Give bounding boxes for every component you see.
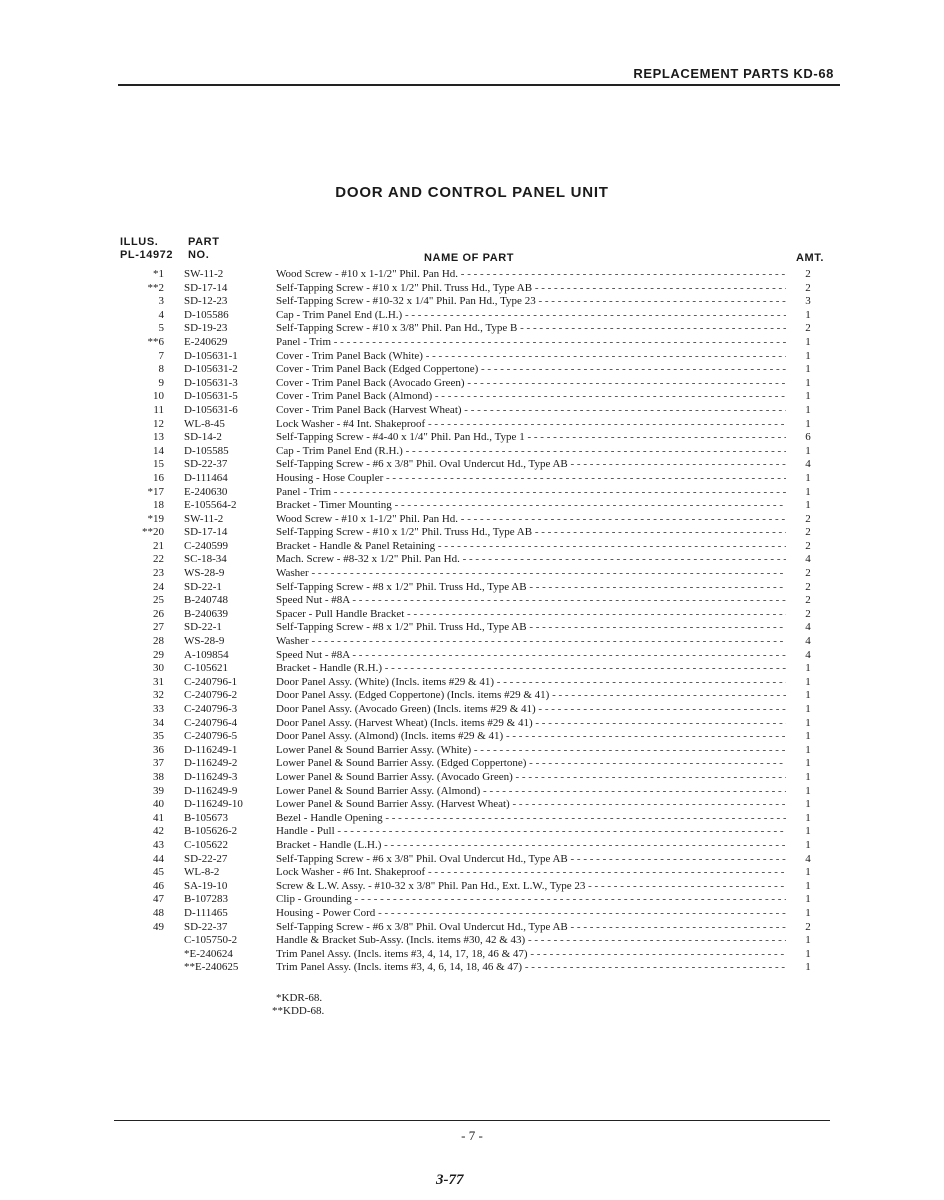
part-name: Cover - Trim Panel Back (Harvest Wheat) - - - bbox=[276, 404, 786, 418]
amount: 1 bbox=[805, 743, 811, 756]
part-name: Trim Panel Assy. (Incls. items #3, 4, 6, 14, 18, 46 & 47) - - - bbox=[276, 961, 786, 975]
table-row bbox=[110, 553, 830, 567]
amount: 2 bbox=[805, 594, 811, 607]
part-name: Door Panel Assy. (Edged Coppertone) (Incls. items #29 & 41) - - - bbox=[276, 689, 786, 703]
part-name: Handle - Pull - - - bbox=[276, 825, 786, 839]
illus-number: 34 bbox=[153, 716, 164, 729]
amount: 4 bbox=[805, 852, 811, 865]
illus-number: 24 bbox=[153, 580, 164, 593]
part-number: SC-18-34 bbox=[184, 553, 227, 566]
part-name: Self-Tapping Screw - #6 x 3/8" Phil. Oval Undercut Hd., Type AB - - - bbox=[276, 921, 786, 935]
part-name: Cover - Trim Panel Back (White) - - - bbox=[276, 350, 786, 364]
table-row bbox=[110, 594, 830, 608]
part-name: Bracket - Handle (L.H.) - - - bbox=[276, 839, 786, 853]
footnote-kdd: **KDD-68. bbox=[272, 1005, 325, 1017]
table-row bbox=[110, 907, 830, 921]
illus-number: 23 bbox=[153, 567, 164, 580]
amount: 1 bbox=[805, 961, 811, 974]
illus-number: 22 bbox=[153, 553, 164, 566]
amount: 1 bbox=[805, 906, 811, 919]
amount: 1 bbox=[805, 730, 811, 743]
table-row bbox=[110, 703, 830, 717]
part-number: D-116249-1 bbox=[184, 743, 238, 756]
part-name: Screw & L.W. Assy. - #10-32 x 3/8" Phil. Pan Hd., Ext. L.W., Type 23 - - - bbox=[276, 880, 786, 894]
amount: 1 bbox=[805, 838, 811, 851]
part-number: B-105626-2 bbox=[184, 825, 238, 838]
illus-number: **20 bbox=[142, 526, 164, 539]
part-number: SD-19-23 bbox=[184, 322, 228, 335]
table-row bbox=[110, 621, 830, 635]
amount: 4 bbox=[805, 648, 811, 661]
part-name: Cap - Trim Panel End (L.H.) - - - bbox=[276, 309, 786, 323]
table-row bbox=[110, 336, 830, 350]
part-number: D-116249-2 bbox=[184, 757, 238, 770]
part-name: Housing - Hose Coupler - - - bbox=[276, 472, 786, 486]
part-name: Lower Panel & Sound Barrier Assy. (Avocado Green) - - - bbox=[276, 771, 786, 785]
table-row bbox=[110, 893, 830, 907]
table-row bbox=[110, 445, 830, 459]
part-name: Trim Panel Assy. (Incls. items #3, 4, 14, 17, 18, 46 & 47) - - - bbox=[276, 948, 786, 962]
amount: 2 bbox=[805, 920, 811, 933]
part-name: Bracket - Handle (R.H.) - - - bbox=[276, 662, 786, 676]
part-number: D-116249-9 bbox=[184, 784, 238, 797]
part-number: D-116249-3 bbox=[184, 770, 238, 783]
part-number: SW-11-2 bbox=[184, 268, 224, 280]
table-row bbox=[110, 866, 830, 880]
table-row bbox=[110, 540, 830, 554]
part-number: D-105631-1 bbox=[184, 349, 238, 362]
table-row bbox=[110, 363, 830, 377]
amount: 2 bbox=[805, 512, 811, 525]
footnote-kdr: *KDR-68. bbox=[276, 992, 323, 1004]
illus-number: 36 bbox=[153, 743, 164, 756]
table-row bbox=[110, 839, 830, 853]
part-name: Panel - Trim - - - bbox=[276, 486, 786, 500]
illus-number: 29 bbox=[153, 648, 164, 661]
part-number: D-105631-6 bbox=[184, 403, 238, 416]
table-row bbox=[110, 853, 830, 867]
table-row bbox=[110, 377, 830, 391]
table-row bbox=[110, 961, 830, 975]
part-number: C-240796-1 bbox=[184, 675, 238, 688]
part-name: Washer - - - bbox=[276, 635, 786, 649]
table-row bbox=[110, 757, 830, 771]
part-number: C-240599 bbox=[184, 539, 228, 552]
part-name: Cap - Trim Panel End (R.H.) - - - bbox=[276, 445, 786, 459]
illus-number: *19 bbox=[147, 512, 164, 525]
part-name: Lower Panel & Sound Barrier Assy. (Harvest Wheat) - - - bbox=[276, 798, 786, 812]
part-name: Self-Tapping Screw - #10 x 1/2" Phil. Truss Hd., Type AB - - - bbox=[276, 282, 786, 296]
illus-number: 9 bbox=[158, 376, 164, 389]
illus-number: 15 bbox=[153, 458, 164, 471]
part-number: SD-14-2 bbox=[184, 431, 222, 444]
amount: 1 bbox=[805, 471, 811, 484]
part-name: Door Panel Assy. (Avocado Green) (Incls. items #29 & 41) - - - bbox=[276, 703, 786, 717]
amount: 1 bbox=[805, 784, 811, 797]
amount: 2 bbox=[805, 281, 811, 294]
part-number: WS-28-9 bbox=[184, 567, 225, 580]
part-number: B-107283 bbox=[184, 893, 228, 906]
page-title: DOOR AND CONTROL PANEL UNIT bbox=[335, 184, 609, 201]
part-name: Wood Screw - #10 x 1-1/2" Phil. Pan Hd. - - - bbox=[276, 513, 786, 527]
illus-number: 4 bbox=[158, 308, 164, 321]
part-number: SD-12-23 bbox=[184, 295, 228, 308]
table-row bbox=[110, 948, 830, 962]
header-title: REPLACEMENT PARTS KD-68 bbox=[633, 66, 834, 81]
part-name: Self-Tapping Screw - #6 x 3/8" Phil. Oval Undercut Hd., Type AB - - - bbox=[276, 853, 786, 867]
amount: 1 bbox=[805, 403, 811, 416]
amount: 2 bbox=[805, 268, 811, 280]
illus-number: 13 bbox=[153, 431, 164, 444]
name-column-header: NAME OF PART bbox=[424, 252, 515, 264]
table-row bbox=[110, 268, 830, 282]
illus-number: 38 bbox=[153, 770, 164, 783]
illus-number: 47 bbox=[153, 893, 164, 906]
table-row bbox=[110, 404, 830, 418]
table-row bbox=[110, 431, 830, 445]
illus-number: 41 bbox=[153, 811, 164, 824]
part-number: E-240629 bbox=[184, 335, 228, 348]
amount: 2 bbox=[805, 526, 811, 539]
page-number: - 7 - bbox=[461, 1128, 483, 1143]
table-row bbox=[110, 717, 830, 731]
handwritten-note: 3-77 bbox=[436, 1172, 464, 1188]
amount: 1 bbox=[805, 363, 811, 376]
illus-number: *17 bbox=[147, 485, 164, 498]
table-row bbox=[110, 812, 830, 826]
illus-number: 42 bbox=[153, 825, 164, 838]
part-number: D-105631-3 bbox=[184, 376, 238, 389]
part-name: Self-Tapping Screw - #8 x 1/2" Phil. Truss Hd., Type AB - - - bbox=[276, 621, 786, 635]
part-number: SW-11-2 bbox=[184, 512, 224, 525]
amount: 2 bbox=[805, 580, 811, 593]
part-name: Mach. Screw - #8-32 x 1/2" Phil. Pan Hd. - - - bbox=[276, 553, 786, 567]
amount: 1 bbox=[805, 825, 811, 838]
part-name: Speed Nut - #8A - - - bbox=[276, 594, 786, 608]
amount: 1 bbox=[805, 798, 811, 811]
part-number: C-240796-5 bbox=[184, 730, 238, 743]
amount: 1 bbox=[805, 703, 811, 715]
part-number: SD-22-27 bbox=[184, 852, 228, 865]
amount: 1 bbox=[805, 866, 811, 879]
part-name: Panel - Trim - - - bbox=[276, 336, 786, 350]
table-row bbox=[110, 309, 830, 323]
illus-number: 30 bbox=[153, 662, 164, 675]
part-header-line2: NO. bbox=[188, 249, 210, 261]
amount: 4 bbox=[805, 553, 811, 566]
table-row bbox=[110, 649, 830, 663]
part-number: D-116249-10 bbox=[184, 798, 243, 811]
part-header-line1: PART bbox=[188, 236, 220, 248]
part-name: Lock Washer - #4 Int. Shakeproof - - - bbox=[276, 418, 786, 432]
table-row bbox=[110, 513, 830, 527]
parts-table bbox=[110, 268, 830, 975]
part-number: WS-28-9 bbox=[184, 635, 225, 648]
part-number: C-105621 bbox=[184, 662, 228, 675]
amount: 1 bbox=[805, 308, 811, 321]
table-row bbox=[110, 676, 830, 690]
part-number: SD-17-14 bbox=[184, 281, 228, 294]
table-row bbox=[110, 581, 830, 595]
part-number: SD-17-14 bbox=[184, 526, 228, 539]
part-number: D-105585 bbox=[184, 444, 229, 457]
part-number: D-105586 bbox=[184, 308, 229, 321]
part-name: Door Panel Assy. (Almond) (Incls. items #29 & 41) - - - bbox=[276, 730, 786, 744]
illus-number: **2 bbox=[147, 281, 164, 294]
part-name: Bracket - Handle & Panel Retaining - - - bbox=[276, 540, 786, 554]
table-row bbox=[110, 567, 830, 581]
table-row bbox=[110, 880, 830, 894]
part-number: E-105564-2 bbox=[184, 499, 237, 512]
amount: 1 bbox=[805, 349, 811, 362]
part-name: Door Panel Assy. (White) (Incls. items #29 & 41) - - - bbox=[276, 676, 786, 690]
part-number: B-240748 bbox=[184, 594, 228, 607]
illus-number: 21 bbox=[153, 539, 164, 552]
part-number: D-111465 bbox=[184, 906, 228, 919]
illus-number: 28 bbox=[153, 635, 164, 648]
table-row bbox=[110, 785, 830, 799]
illus-number: 35 bbox=[153, 730, 164, 743]
amount: 2 bbox=[805, 322, 811, 335]
illus-number: 7 bbox=[158, 349, 164, 362]
part-column-header bbox=[188, 236, 220, 262]
part-number: D-111464 bbox=[184, 471, 228, 484]
part-name: Self-Tapping Screw - #10 x 1/2" Phil. Truss Hd., Type AB - - - bbox=[276, 526, 786, 540]
illus-number: 39 bbox=[153, 784, 164, 797]
amount: 1 bbox=[805, 689, 811, 702]
part-name: Self-Tapping Screw - #10 x 3/8" Phil. Pan Hd., Type B - - - bbox=[276, 322, 786, 336]
illus-number: 12 bbox=[153, 417, 164, 430]
illus-number: 31 bbox=[153, 675, 164, 688]
table-row bbox=[110, 322, 830, 336]
part-number: D-105631-5 bbox=[184, 390, 238, 403]
amount: 4 bbox=[805, 458, 811, 471]
part-name: Self-Tapping Screw - #4-40 x 1/4" Phil. Pan Hd., Type 1 - - - bbox=[276, 431, 786, 445]
amount: 1 bbox=[805, 934, 811, 947]
amount: 2 bbox=[805, 607, 811, 620]
illus-number: 40 bbox=[153, 798, 164, 811]
illus-number: *1 bbox=[153, 268, 164, 280]
table-row bbox=[110, 689, 830, 703]
amount: 1 bbox=[805, 947, 811, 960]
part-name: Lower Panel & Sound Barrier Assy. (Edged Coppertone) - - - bbox=[276, 757, 786, 771]
amount: 6 bbox=[805, 431, 811, 444]
amount: 1 bbox=[805, 390, 811, 403]
illus-number: 48 bbox=[153, 906, 164, 919]
table-row bbox=[110, 921, 830, 935]
part-number: SD-22-1 bbox=[184, 621, 222, 634]
table-row bbox=[110, 458, 830, 472]
amount: 1 bbox=[805, 811, 811, 824]
table-row bbox=[110, 798, 830, 812]
part-number: B-240639 bbox=[184, 607, 228, 620]
illus-number: 14 bbox=[153, 444, 164, 457]
part-name: Speed Nut - #8A - - - bbox=[276, 649, 786, 663]
part-number: SD-22-37 bbox=[184, 920, 228, 933]
part-number: SA-19-10 bbox=[184, 879, 228, 892]
part-name: Cover - Trim Panel Back (Avocado Green) - - - bbox=[276, 377, 786, 391]
part-name: Wood Screw - #10 x 1-1/2" Phil. Pan Hd. - - - bbox=[276, 268, 786, 282]
table-row bbox=[110, 295, 830, 309]
part-name: Clip - Grounding - - - bbox=[276, 893, 786, 907]
table-row bbox=[110, 744, 830, 758]
part-number: WL-8-45 bbox=[184, 417, 225, 430]
part-number: B-105673 bbox=[184, 811, 228, 824]
illus-number: 5 bbox=[158, 322, 164, 335]
illus-number: 49 bbox=[153, 920, 164, 933]
amount: 4 bbox=[805, 621, 811, 634]
header-rule bbox=[118, 84, 840, 86]
illus-number: 10 bbox=[153, 390, 164, 403]
part-name: Cover - Trim Panel Back (Edged Coppertone) - - - bbox=[276, 363, 786, 377]
part-number: C-240796-4 bbox=[184, 716, 238, 729]
part-number: SD-22-37 bbox=[184, 458, 228, 471]
part-number: E-240630 bbox=[184, 485, 228, 498]
part-name: Lock Washer - #6 Int. Shakeproof - - - bbox=[276, 866, 786, 880]
table-row bbox=[110, 499, 830, 513]
part-number: C-240796-3 bbox=[184, 703, 238, 715]
amount: 1 bbox=[805, 675, 811, 688]
amount: 1 bbox=[805, 716, 811, 729]
amount: 1 bbox=[805, 485, 811, 498]
table-row bbox=[110, 608, 830, 622]
amount: 1 bbox=[805, 893, 811, 906]
illus-number: 43 bbox=[153, 838, 164, 851]
table-row bbox=[110, 282, 830, 296]
table-row bbox=[110, 350, 830, 364]
illus-number: 27 bbox=[153, 621, 164, 634]
illus-number: **6 bbox=[147, 335, 164, 348]
part-number: **E-240625 bbox=[184, 961, 239, 974]
part-name: Bracket - Timer Mounting - - - bbox=[276, 499, 786, 513]
part-number: WL-8-2 bbox=[184, 866, 220, 879]
part-number: C-105750-2 bbox=[184, 934, 238, 947]
table-row bbox=[110, 526, 830, 540]
part-number: D-105631-2 bbox=[184, 363, 238, 376]
illus-number: 16 bbox=[153, 471, 164, 484]
part-name: Washer - - - bbox=[276, 567, 786, 581]
illus-number: 25 bbox=[153, 594, 164, 607]
illus-number: 18 bbox=[153, 499, 164, 512]
illus-number: 44 bbox=[153, 852, 164, 865]
part-number: C-240796-2 bbox=[184, 689, 238, 702]
amt-column-header: AMT. bbox=[796, 252, 825, 264]
amount: 4 bbox=[805, 635, 811, 648]
part-number: A-109854 bbox=[184, 648, 229, 661]
part-name: Housing - Power Cord - - - bbox=[276, 907, 786, 921]
illus-number: 11 bbox=[153, 403, 164, 416]
part-number: SD-22-1 bbox=[184, 580, 222, 593]
part-number: *E-240624 bbox=[184, 947, 233, 960]
table-row bbox=[110, 486, 830, 500]
amount: 3 bbox=[805, 295, 811, 308]
part-name: Lower Panel & Sound Barrier Assy. (Almond) - - - bbox=[276, 785, 786, 799]
illus-number: 8 bbox=[158, 363, 164, 376]
table-row bbox=[110, 730, 830, 744]
part-name: Lower Panel & Sound Barrier Assy. (White) - - - bbox=[276, 744, 786, 758]
illus-header-line1: ILLUS. bbox=[120, 236, 159, 248]
table-row bbox=[110, 472, 830, 486]
part-name: Handle & Bracket Sub-Assy. (Incls. items #30, 42 & 43) - - - bbox=[276, 934, 786, 948]
part-name: Self-Tapping Screw - #8 x 1/2" Phil. Truss Hd., Type AB - - - bbox=[276, 581, 786, 595]
amount: 1 bbox=[805, 335, 811, 348]
amount: 2 bbox=[805, 567, 811, 580]
illus-number: 26 bbox=[153, 607, 164, 620]
illus-number: 45 bbox=[153, 866, 164, 879]
table-row bbox=[110, 934, 830, 948]
illus-number: 33 bbox=[153, 703, 164, 715]
amount: 1 bbox=[805, 444, 811, 457]
illus-number: 46 bbox=[153, 879, 164, 892]
part-name: Self-Tapping Screw - #6 x 3/8" Phil. Oval Undercut Hd., Type AB - - - bbox=[276, 458, 786, 472]
part-name: Door Panel Assy. (Harvest Wheat) (Incls. items #29 & 41) - - - bbox=[276, 717, 786, 731]
illus-column-header bbox=[120, 236, 173, 262]
amount: 2 bbox=[805, 539, 811, 552]
amount: 1 bbox=[805, 757, 811, 770]
amount: 1 bbox=[805, 499, 811, 512]
illus-header-line2: PL-14972 bbox=[120, 249, 174, 261]
table-row bbox=[110, 771, 830, 785]
amount: 1 bbox=[805, 770, 811, 783]
table-row bbox=[110, 635, 830, 649]
illus-number: 3 bbox=[158, 295, 164, 308]
part-name: Spacer - Pull Handle Bracket - - - bbox=[276, 608, 786, 622]
table-row bbox=[110, 662, 830, 676]
amount: 1 bbox=[805, 662, 811, 675]
part-name: Cover - Trim Panel Back (Almond) - - - bbox=[276, 390, 786, 404]
table-row bbox=[110, 418, 830, 432]
table-row bbox=[110, 390, 830, 404]
illus-number: 37 bbox=[153, 757, 164, 770]
part-number: C-105622 bbox=[184, 838, 228, 851]
amount: 1 bbox=[805, 376, 811, 389]
amount: 1 bbox=[805, 879, 811, 892]
illus-number: 32 bbox=[153, 689, 164, 702]
part-name: Self-Tapping Screw - #10-32 x 1/4" Phil. Pan Hd., Type 23 - - - bbox=[276, 295, 786, 309]
part-name: Bezel - Handle Opening - - - bbox=[276, 812, 786, 826]
table-row bbox=[110, 825, 830, 839]
amount: 1 bbox=[805, 417, 811, 430]
footer-rule bbox=[114, 1120, 830, 1121]
